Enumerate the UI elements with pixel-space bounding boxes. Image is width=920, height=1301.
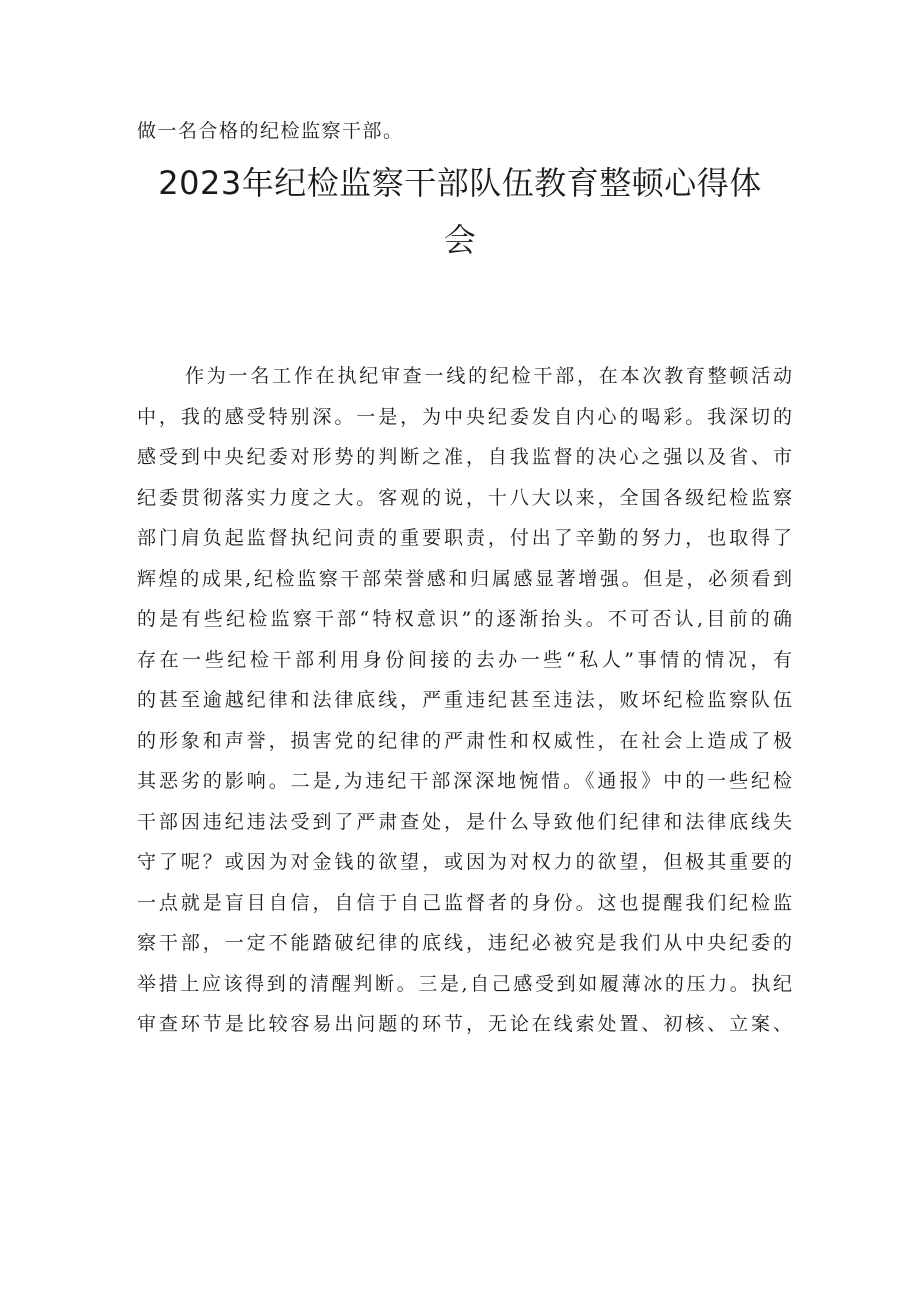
body-paragraph: [137, 356, 792, 1045]
title-line: 2023年纪检监察干部队伍教育整顿心得体: [158, 164, 762, 202]
paragraph-line: 的甚至逾越纪律和法律底线，严重违纪甚至违法，败坏纪检监察队伍: [137, 689, 792, 711]
document-title: [130, 155, 790, 269]
paragraph-line: 中，我的感受特别深。一是，为中央纪委发自内心的喝彩。我深切的: [137, 405, 792, 428]
paragraph-line: 纪委贯彻落实力度之大。客观的说，十八大以来，全国各级纪检监察: [137, 486, 792, 509]
paragraph-line: 守了呢？或因为对金钱的欲望，或因为对权力的欲望，但极其重要的: [137, 851, 792, 873]
paragraph-line: 干部因违纪违法受到了严肃查处，是什么导致他们纪律和法律底线失: [137, 810, 792, 833]
paragraph-line: 的是有些纪检监察干部“特权意识”的逐渐抬头。不可否认,目前的确: [137, 608, 792, 630]
paragraph-line: 举措上应该得到的清醒判断。三是,自己感受到如履薄冰的压力。执纪: [137, 972, 792, 995]
paragraph-line: 感受到中央纪委对形势的判断之准，自我监督的决心之强以及省、市: [137, 446, 792, 468]
paragraph-line: 的形象和声誉，损害党的纪律的严肃性和权威性，在社会上造成了极: [137, 729, 792, 752]
title-line: 会: [443, 221, 477, 259]
paragraph-line: 存在一些纪检干部利用身份间接的去办一些“私人”事情的情况，有: [137, 648, 792, 671]
paragraph-line: 部门肩负起监督执纪问责的重要职责，付出了辛勤的努力，也取得了: [137, 527, 792, 549]
paragraph-line: 察干部，一定不能踏破纪律的底线，违纪必被究是我们从中央纪委的: [137, 932, 792, 954]
paragraph-line: 作为一名工作在执纪审查一线的纪检干部，在本次教育整顿活动: [185, 365, 792, 387]
paragraph-line: 审查环节是比较容易出问题的环节，无论在线索处置、初核、立案、: [137, 1013, 792, 1035]
paragraph-line: 其恶劣的影响。二是,为违纪干部深深地惋惜。《通报》中的一些纪检: [137, 770, 792, 792]
paragraph-line: 一点就是盲目自信，自信于自己监督者的身份。这也提醒我们纪检监: [137, 891, 792, 914]
previous-section-closing-line: 做一名合格的纪检监察干部。: [137, 120, 404, 142]
paragraph-line: 辉煌的成果,纪检监察干部荣誉感和归属感显著增强。但是，必须看到: [137, 567, 792, 590]
